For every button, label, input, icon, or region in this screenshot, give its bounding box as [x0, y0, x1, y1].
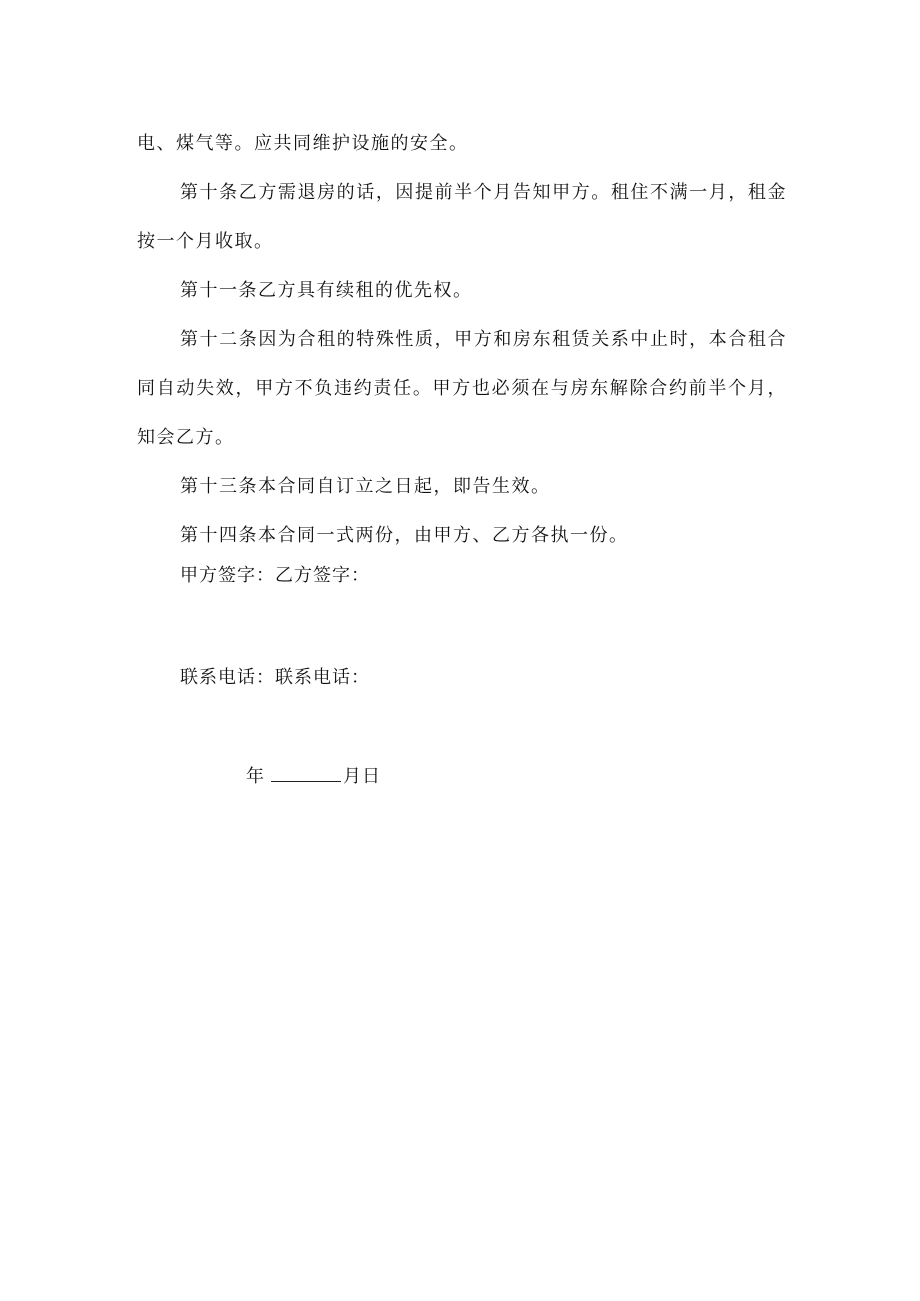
date-month-day-label: 月日 — [343, 766, 381, 787]
contact-line: 联系电话：联系电话： — [180, 667, 370, 688]
paragraph-article-13: 第十三条本合同自订立之日起，即告生效。 — [180, 476, 551, 497]
paragraph-article-14: 第十四条本合同一式两份，由甲方、乙方各执一份。 — [180, 525, 629, 546]
paragraph-article-12: 第十二条因为合租的特殊性质，甲方和房东租赁关系中止时，本合租合同自动失效，甲方不负违约责任。甲方也必须在与房东解除合约前半个月，知会乙方。 — [137, 329, 787, 448]
signature-line: 甲方签字：乙方签字： — [180, 565, 370, 586]
date-line — [246, 762, 381, 792]
paragraph-article-10: 第十条乙方需退房的话，因提前半个月告知甲方。租住不满一月，租金按一个月收取。 — [137, 182, 787, 252]
date-blank-underline — [271, 763, 341, 782]
date-year-label: 年 — [246, 766, 265, 787]
document-body — [137, 119, 787, 560]
paragraph-utilities: 电、煤气等。应共同维护设施的安全。 — [137, 133, 469, 154]
paragraph-article-11: 第十一条乙方具有续租的优先权。 — [180, 280, 473, 301]
